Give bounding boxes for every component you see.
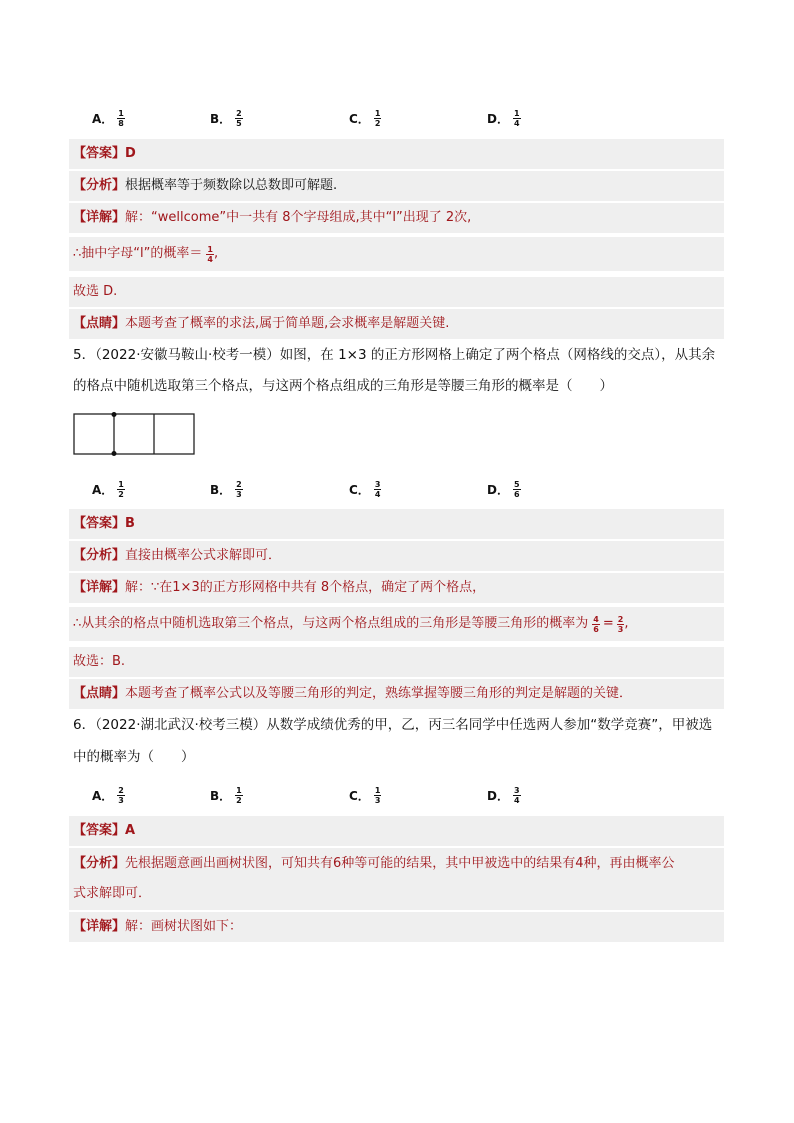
analysis-tag: 【分析】 [73,548,126,563]
detail-tag: 【详解】 [73,210,126,225]
fraction-numerator: 3 [513,785,520,795]
q4-detail-line2 [73,239,218,269]
fraction [235,786,243,805]
q4-comment [73,309,449,339]
answer-band [69,816,724,846]
option-letter: B． [210,482,232,497]
fraction-denominator: 2 [236,795,242,805]
q6-option-c [349,783,381,807]
fraction-numerator: 4 [593,614,599,624]
fraction-numerator: 1 [513,108,520,118]
analysis-text: 根据概率等于频数除以总数即可解题. [125,178,338,193]
q5-analysis [73,541,281,571]
answer-tag: 【答案】 [73,516,126,531]
detail-text: 解：∵在1×3的正方形网格中共有 8个格点，确定了两个格点， [125,580,486,595]
q5-choose [73,647,125,677]
grid-point [112,451,117,456]
fraction [235,480,243,499]
fraction-denominator: 3 [374,795,381,805]
q5-comment [73,679,632,709]
answer-tag: 【答案】 [73,146,126,161]
fraction-denominator: 4 [207,254,213,264]
answer-value: D [125,146,136,161]
fraction-numerator: 1 [374,108,381,118]
q5-option-b [210,477,243,501]
fraction-numerator: 1 [236,785,242,795]
q4-analysis [73,171,337,201]
fraction-denominator: 5 [236,118,242,128]
fraction-numerator: 1 [207,244,213,254]
comment-tag: 【点睛】 [73,686,126,701]
detail-text: , [624,616,629,631]
fraction [206,245,214,264]
grid-figure [72,412,196,456]
q6-analysis-line2 [73,879,151,909]
fraction-denominator: 4 [513,795,520,805]
fraction [374,480,382,499]
fraction-denominator: 4 [513,118,520,128]
fraction [374,109,382,128]
choose-text: 故选：B. [73,654,126,669]
analysis-text: 先根据题意画出画树状图，可知共有6种等可能的结果，其中甲被选中的结果有4种，再由概率公 [125,856,675,871]
q5-stem-line2: 的格点中随机选取第三个格点，与这两个格点组成的三角形是等腰三角形的概率是（ ） [73,378,613,394]
comment-tag: 【点睛】 [73,316,126,331]
fraction-denominator: 3 [617,624,624,634]
option-letter: D． [487,111,509,126]
q4-option-c [349,106,381,130]
q5-detail [73,573,485,603]
q6-detail [73,912,242,942]
fraction-denominator: 8 [118,118,124,128]
fraction-denominator: 4 [374,489,381,499]
fraction-numerator: 2 [617,614,624,624]
fraction [235,109,243,128]
fraction-numerator: 1 [118,479,124,489]
fraction-denominator: 6 [593,624,599,634]
fraction-denominator: 3 [118,795,124,805]
q6-option-a [92,783,125,807]
answer-band [69,509,724,539]
fraction [117,786,125,805]
fraction-numerator: 1 [374,785,381,795]
option-letter: B． [210,111,232,126]
fraction-numerator: 1 [118,108,124,118]
q6-option-d [487,783,521,807]
q4-option-a [92,106,125,130]
analysis-tag: 【分析】 [73,856,126,871]
option-letter: C． [349,482,370,497]
analysis-tag: 【分析】 [73,178,126,193]
equals-sign: = [602,616,614,631]
comment-text: 本题考查了概率公式以及等腰三角形的判定，熟练掌握等腰三角形的判定是解题的关键． [125,686,633,701]
fraction [592,615,600,634]
q6-stem-line1: 6．（2022·湖北武汉·校考三模）从数学成绩优秀的甲，乙，丙三名同学中任选两人参加“数学竞赛”，甲被选 [73,717,713,733]
option-letter: D． [487,788,509,803]
analysis-text: 直接由概率公式求解即可． [125,548,282,563]
q4-choose [73,277,117,307]
fraction [513,786,521,805]
detail-text: , [213,246,219,261]
detail-text: ∴从其余的格点中随机选取第三个格点，与这两个格点组成的三角形是等腰三角形的概率为 [73,616,589,631]
fraction [513,109,521,128]
fraction-denominator: 6 [513,489,520,499]
choose-band [69,277,724,307]
fraction-numerator: 2 [118,785,124,795]
q6-stem-line2: 中的概率为（ ） [73,749,195,765]
comment-text: 本题考查了概率的求法,属于简单题,会求概率是解题关键. [125,316,450,331]
answer-tag: 【答案】 [73,823,126,838]
fraction-numerator: 3 [374,479,381,489]
fraction-numerator: 5 [513,479,520,489]
analysis-text: 式求解即可． [73,886,152,901]
option-letter: A． [92,788,114,803]
q6-option-b [210,783,243,807]
option-letter: A． [92,482,114,497]
detail-text: 解：画树状图如下： [125,919,243,934]
detail-tag: 【详解】 [73,580,126,595]
q5-option-a [92,477,125,501]
option-letter: D． [487,482,509,497]
fraction [117,109,125,128]
answer-value: B [125,516,135,531]
choose-band [69,647,724,677]
grid-point [112,412,117,417]
detail-tag: 【详解】 [73,919,126,934]
fraction [117,480,125,499]
option-letter: C． [349,788,370,803]
option-letter: A． [92,111,114,126]
fraction-denominator: 3 [236,489,242,499]
q4-detail [73,203,471,233]
answer-band [69,139,724,169]
option-letter: C． [349,111,370,126]
q5-option-d [487,477,521,501]
q5-option-c [349,477,381,501]
fraction-numerator: 2 [236,108,242,118]
q5-answer [73,509,135,539]
detail-text: ∴抽中字母“l”的概率＝ [73,246,203,261]
q4-option-b [210,106,243,130]
fraction [513,480,521,499]
q4-option-d [487,106,521,130]
fraction [617,615,625,634]
q4-answer [73,139,136,169]
q5-detail-line2 [73,609,628,639]
q6-analysis [73,849,675,879]
option-letter: B． [210,788,232,803]
fraction-denominator: 2 [118,489,124,499]
fraction [374,786,382,805]
q5-stem-line1: 5．（2022·安徽马鞍山·校考一模）如图，在 1×3 的正方形网格上确定了两个格点（网格线的交点），从其余 [73,347,716,363]
choose-text: 故选 D. [73,284,118,299]
detail-text: 解：“wellcome”中一共有 8个字母组成,其中“l”出现了 2次, [125,210,472,225]
grid-outline [74,414,194,454]
answer-value: A [125,823,136,838]
fraction-denominator: 2 [374,118,381,128]
q6-answer [73,816,135,846]
fraction-numerator: 2 [236,479,242,489]
